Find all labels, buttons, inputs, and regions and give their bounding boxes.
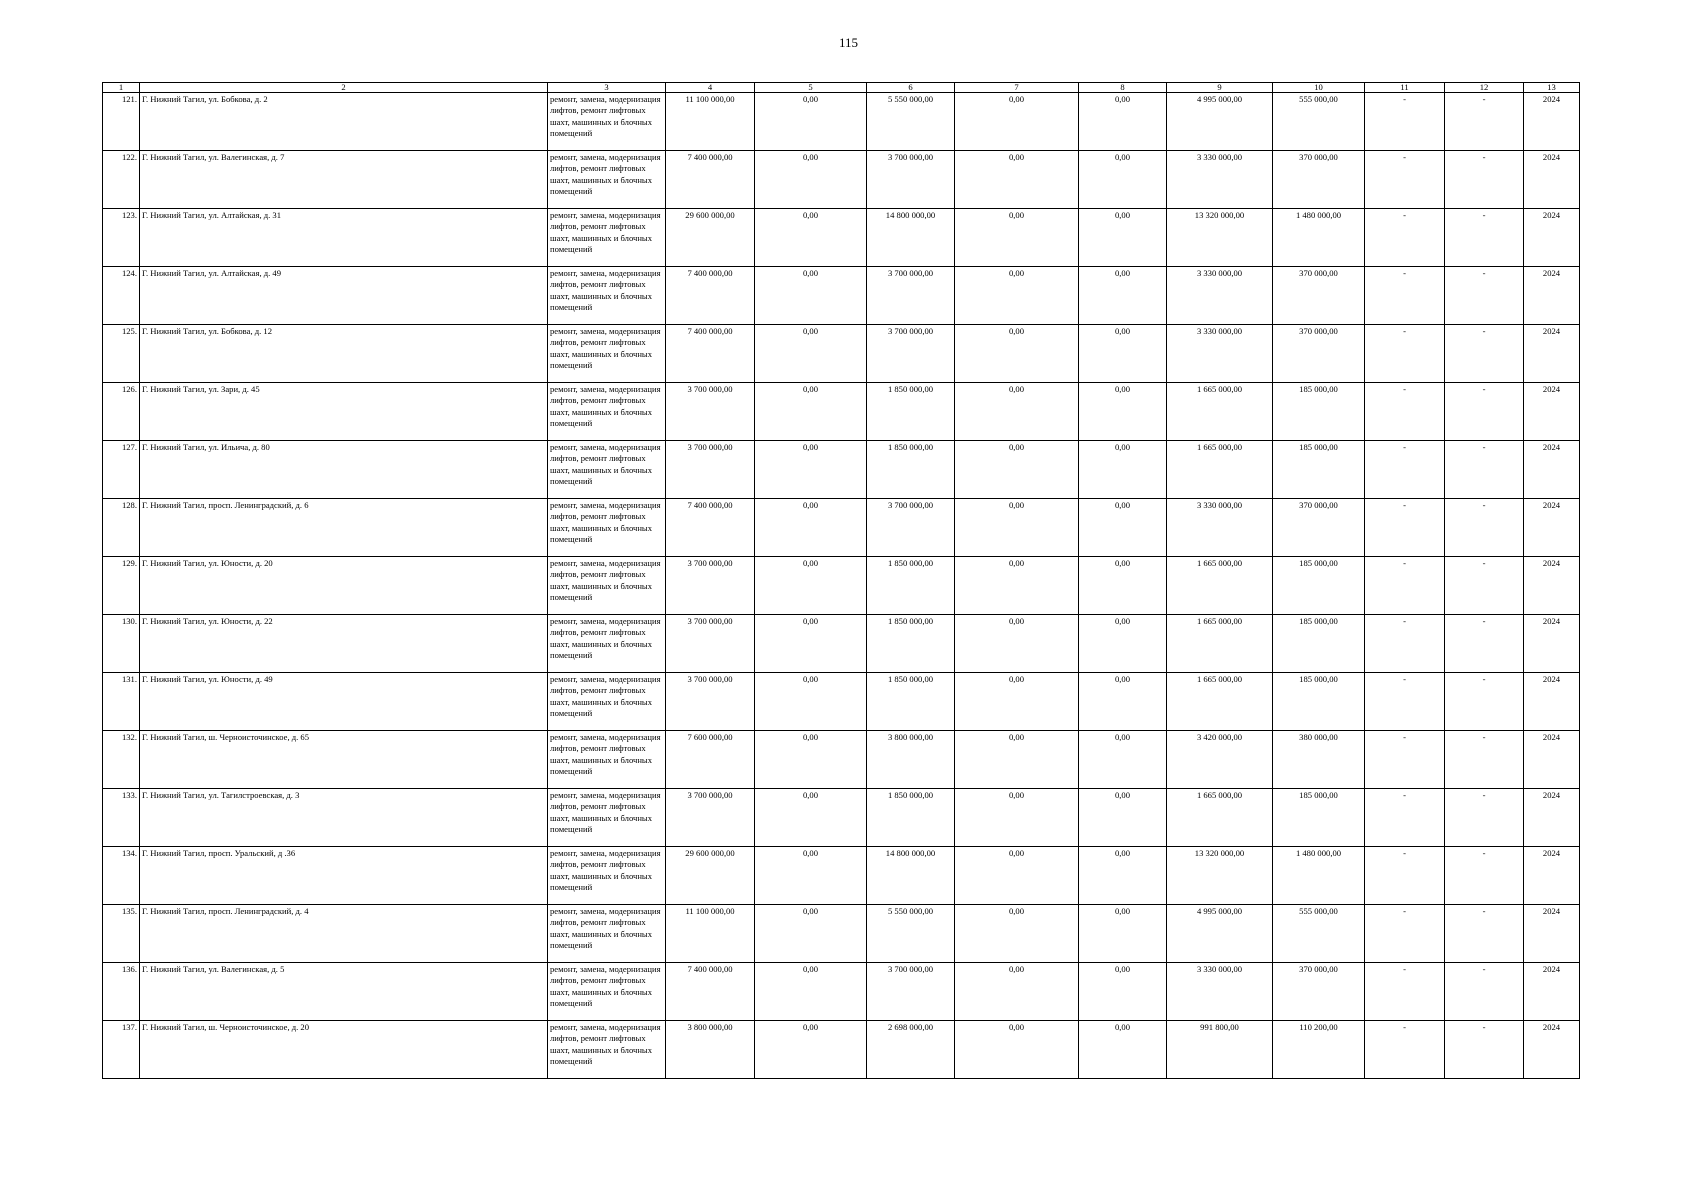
- table-row: [103, 151, 1580, 209]
- col9-cell: 1 665 000,00: [1167, 441, 1273, 499]
- col5-cell: 0,00: [755, 383, 867, 441]
- col10-cell: 110 200,00: [1273, 1021, 1365, 1079]
- col12-cell: -: [1445, 325, 1524, 383]
- col7-cell: 0,00: [955, 383, 1079, 441]
- col5-cell: 0,00: [755, 499, 867, 557]
- col5-cell: 0,00: [755, 905, 867, 963]
- year-cell: 2024: [1524, 499, 1580, 557]
- address-cell: Г. Нижний Тагил, ул. Алтайская, д. 31: [140, 209, 548, 267]
- row-number-cell: 134.: [103, 847, 140, 905]
- total-cost-cell: 7 400 000,00: [666, 325, 755, 383]
- total-cost-cell: 7 400 000,00: [666, 267, 755, 325]
- col9-cell: 4 995 000,00: [1167, 93, 1273, 151]
- col12-cell: -: [1445, 151, 1524, 209]
- col5-cell: 0,00: [755, 151, 867, 209]
- col8-cell: 0,00: [1079, 615, 1167, 673]
- col10-cell: 185 000,00: [1273, 383, 1365, 441]
- address-cell: Г. Нижний Тагил, ул. Валегинская, д. 7: [140, 151, 548, 209]
- col7-cell: 0,00: [955, 499, 1079, 557]
- col11-cell: -: [1365, 905, 1445, 963]
- col8-cell: 0,00: [1079, 325, 1167, 383]
- table-row: [103, 557, 1580, 615]
- col5-cell: 0,00: [755, 1021, 867, 1079]
- work-type-cell: ремонт, замена, модернизация лифтов, ремонт лифтовых шахт, машинных и блочных помещений: [548, 557, 666, 615]
- col12-cell: -: [1445, 847, 1524, 905]
- row-number-cell: 131.: [103, 673, 140, 731]
- year-cell: 2024: [1524, 325, 1580, 383]
- col7-cell: 0,00: [955, 93, 1079, 151]
- col5-cell: 0,00: [755, 325, 867, 383]
- col6-cell: 2 698 000,00: [867, 1021, 955, 1079]
- col8-cell: 0,00: [1079, 731, 1167, 789]
- col11-cell: -: [1365, 441, 1445, 499]
- col8-cell: 0,00: [1079, 267, 1167, 325]
- total-cost-cell: 7 400 000,00: [666, 963, 755, 1021]
- table-row: [103, 209, 1580, 267]
- row-number-cell: 133.: [103, 789, 140, 847]
- column-number-8: 8: [1079, 83, 1167, 93]
- page-number: 115: [838, 35, 859, 50]
- col11-cell: -: [1365, 557, 1445, 615]
- col6-cell: 5 550 000,00: [867, 905, 955, 963]
- work-type-cell: ремонт, замена, модернизация лифтов, ремонт лифтовых шахт, машинных и блочных помещений: [548, 93, 666, 151]
- col6-cell: 3 700 000,00: [867, 325, 955, 383]
- row-number-cell: 128.: [103, 499, 140, 557]
- total-cost-cell: 3 700 000,00: [666, 789, 755, 847]
- total-cost-cell: 3 700 000,00: [666, 441, 755, 499]
- year-cell: 2024: [1524, 905, 1580, 963]
- col8-cell: 0,00: [1079, 905, 1167, 963]
- col9-cell: 3 420 000,00: [1167, 731, 1273, 789]
- address-cell: Г. Нижний Тагил, ул. Бобкова, д. 12: [140, 325, 548, 383]
- col7-cell: 0,00: [955, 151, 1079, 209]
- work-type-cell: ремонт, замена, модернизация лифтов, ремонт лифтовых шахт, машинных и блочных помещений: [548, 905, 666, 963]
- col12-cell: -: [1445, 731, 1524, 789]
- col12-cell: -: [1445, 499, 1524, 557]
- row-number-cell: 135.: [103, 905, 140, 963]
- column-number-2: 2: [140, 83, 548, 93]
- address-cell: Г. Нижний Тагил, просп. Ленинградский, д. 4: [140, 905, 548, 963]
- col11-cell: -: [1365, 963, 1445, 1021]
- col10-cell: 185 000,00: [1273, 441, 1365, 499]
- col9-cell: 3 330 000,00: [1167, 267, 1273, 325]
- total-cost-cell: 29 600 000,00: [666, 847, 755, 905]
- year-cell: 2024: [1524, 557, 1580, 615]
- work-type-cell: ремонт, замена, модернизация лифтов, ремонт лифтовых шахт, машинных и блочных помещений: [548, 963, 666, 1021]
- col6-cell: 1 850 000,00: [867, 441, 955, 499]
- col8-cell: 0,00: [1079, 789, 1167, 847]
- col9-cell: 4 995 000,00: [1167, 905, 1273, 963]
- col10-cell: 370 000,00: [1273, 963, 1365, 1021]
- col11-cell: -: [1365, 267, 1445, 325]
- work-type-cell: ремонт, замена, модернизация лифтов, ремонт лифтовых шахт, машинных и блочных помещений: [548, 267, 666, 325]
- col9-cell: 991 800,00: [1167, 1021, 1273, 1079]
- table-row: [103, 499, 1580, 557]
- table-row: [103, 789, 1580, 847]
- column-number-10: 10: [1273, 83, 1365, 93]
- table-row: [103, 383, 1580, 441]
- col8-cell: 0,00: [1079, 673, 1167, 731]
- col10-cell: 555 000,00: [1273, 93, 1365, 151]
- col5-cell: 0,00: [755, 731, 867, 789]
- work-type-cell: ремонт, замена, модернизация лифтов, ремонт лифтовых шахт, машинных и блочных помещений: [548, 441, 666, 499]
- address-cell: Г. Нижний Тагил, ул. Юности, д. 22: [140, 615, 548, 673]
- col8-cell: 0,00: [1079, 499, 1167, 557]
- col6-cell: 3 700 000,00: [867, 151, 955, 209]
- row-number-cell: 122.: [103, 151, 140, 209]
- col9-cell: 3 330 000,00: [1167, 499, 1273, 557]
- work-type-cell: ремонт, замена, модернизация лифтов, ремонт лифтовых шахт, машинных и блочных помещений: [548, 1021, 666, 1079]
- address-cell: Г. Нижний Тагил, ш. Черноисточинское, д. 65: [140, 731, 548, 789]
- col7-cell: 0,00: [955, 557, 1079, 615]
- total-cost-cell: 3 700 000,00: [666, 615, 755, 673]
- year-cell: 2024: [1524, 267, 1580, 325]
- year-cell: 2024: [1524, 963, 1580, 1021]
- work-type-cell: ремонт, замена, модернизация лифтов, ремонт лифтовых шахт, машинных и блочных помещений: [548, 847, 666, 905]
- col6-cell: 3 700 000,00: [867, 963, 955, 1021]
- total-cost-cell: 3 700 000,00: [666, 383, 755, 441]
- column-number-4: 4: [666, 83, 755, 93]
- row-number-cell: 136.: [103, 963, 140, 1021]
- col8-cell: 0,00: [1079, 441, 1167, 499]
- work-type-cell: ремонт, замена, модернизация лифтов, ремонт лифтовых шахт, машинных и блочных помещений: [548, 325, 666, 383]
- year-cell: 2024: [1524, 789, 1580, 847]
- column-number-13: 13: [1524, 83, 1580, 93]
- table-row: [103, 847, 1580, 905]
- col9-cell: 1 665 000,00: [1167, 383, 1273, 441]
- col7-cell: 0,00: [955, 1021, 1079, 1079]
- col11-cell: -: [1365, 383, 1445, 441]
- col10-cell: 185 000,00: [1273, 615, 1365, 673]
- col11-cell: -: [1365, 209, 1445, 267]
- table-row: [103, 441, 1580, 499]
- col5-cell: 0,00: [755, 209, 867, 267]
- total-cost-cell: 3 800 000,00: [666, 1021, 755, 1079]
- year-cell: 2024: [1524, 731, 1580, 789]
- capital-repair-table: [102, 82, 1580, 1079]
- address-cell: Г. Нижний Тагил, ш. Черноисточинское, д. 20: [140, 1021, 548, 1079]
- col10-cell: 1 480 000,00: [1273, 847, 1365, 905]
- total-cost-cell: 7 400 000,00: [666, 151, 755, 209]
- col7-cell: 0,00: [955, 963, 1079, 1021]
- address-cell: Г. Нижний Тагил, ул. Бобкова, д. 2: [140, 93, 548, 151]
- col10-cell: 185 000,00: [1273, 789, 1365, 847]
- col10-cell: 370 000,00: [1273, 267, 1365, 325]
- address-cell: Г. Нижний Тагил, ул. Тагилстроевская, д. 3: [140, 789, 548, 847]
- table-row: [103, 93, 1580, 151]
- table-row: [103, 325, 1580, 383]
- col8-cell: 0,00: [1079, 1021, 1167, 1079]
- col8-cell: 0,00: [1079, 963, 1167, 1021]
- work-type-cell: ремонт, замена, модернизация лифтов, ремонт лифтовых шахт, машинных и блочных помещений: [548, 209, 666, 267]
- col7-cell: 0,00: [955, 267, 1079, 325]
- col9-cell: 13 320 000,00: [1167, 209, 1273, 267]
- col8-cell: 0,00: [1079, 383, 1167, 441]
- address-cell: Г. Нижний Тагил, просп. Ленинградский, д. 6: [140, 499, 548, 557]
- column-number-7: 7: [955, 83, 1079, 93]
- col5-cell: 0,00: [755, 789, 867, 847]
- year-cell: 2024: [1524, 1021, 1580, 1079]
- col7-cell: 0,00: [955, 441, 1079, 499]
- col7-cell: 0,00: [955, 209, 1079, 267]
- col12-cell: -: [1445, 383, 1524, 441]
- col10-cell: 185 000,00: [1273, 557, 1365, 615]
- col6-cell: 1 850 000,00: [867, 383, 955, 441]
- work-type-cell: ремонт, замена, модернизация лифтов, ремонт лифтовых шахт, машинных и блочных помещений: [548, 615, 666, 673]
- table-row: [103, 673, 1580, 731]
- col12-cell: -: [1445, 615, 1524, 673]
- table-row: [103, 615, 1580, 673]
- work-type-cell: ремонт, замена, модернизация лифтов, ремонт лифтовых шахт, машинных и блочных помещений: [548, 151, 666, 209]
- column-number-6: 6: [867, 83, 955, 93]
- work-type-cell: ремонт, замена, модернизация лифтов, ремонт лифтовых шахт, машинных и блочных помещений: [548, 383, 666, 441]
- address-cell: Г. Нижний Тагил, ул. Валегинская, д. 5: [140, 963, 548, 1021]
- col11-cell: -: [1365, 731, 1445, 789]
- col5-cell: 0,00: [755, 963, 867, 1021]
- col6-cell: 1 850 000,00: [867, 615, 955, 673]
- col11-cell: -: [1365, 615, 1445, 673]
- total-cost-cell: 11 100 000,00: [666, 905, 755, 963]
- col12-cell: -: [1445, 963, 1524, 1021]
- col12-cell: -: [1445, 789, 1524, 847]
- col5-cell: 0,00: [755, 615, 867, 673]
- column-number-row: [103, 83, 1580, 93]
- col11-cell: -: [1365, 1021, 1445, 1079]
- col12-cell: -: [1445, 1021, 1524, 1079]
- col7-cell: 0,00: [955, 673, 1079, 731]
- col9-cell: 13 320 000,00: [1167, 847, 1273, 905]
- col6-cell: 1 850 000,00: [867, 673, 955, 731]
- col12-cell: -: [1445, 441, 1524, 499]
- col8-cell: 0,00: [1079, 209, 1167, 267]
- col11-cell: -: [1365, 93, 1445, 151]
- year-cell: 2024: [1524, 383, 1580, 441]
- total-cost-cell: 3 700 000,00: [666, 673, 755, 731]
- work-type-cell: ремонт, замена, модернизация лифтов, ремонт лифтовых шахт, машинных и блочных помещений: [548, 673, 666, 731]
- address-cell: Г. Нижний Тагил, ул. Алтайская, д. 49: [140, 267, 548, 325]
- col5-cell: 0,00: [755, 673, 867, 731]
- work-type-cell: ремонт, замена, модернизация лифтов, ремонт лифтовых шахт, машинных и блочных помещений: [548, 789, 666, 847]
- col12-cell: -: [1445, 905, 1524, 963]
- column-number-9: 9: [1167, 83, 1273, 93]
- col10-cell: 555 000,00: [1273, 905, 1365, 963]
- col11-cell: -: [1365, 499, 1445, 557]
- col7-cell: 0,00: [955, 789, 1079, 847]
- col6-cell: 3 700 000,00: [867, 499, 955, 557]
- col10-cell: 370 000,00: [1273, 499, 1365, 557]
- column-number-12: 12: [1445, 83, 1524, 93]
- col12-cell: -: [1445, 673, 1524, 731]
- col11-cell: -: [1365, 151, 1445, 209]
- table-row: [103, 731, 1580, 789]
- col12-cell: -: [1445, 209, 1524, 267]
- col5-cell: 0,00: [755, 93, 867, 151]
- col6-cell: 14 800 000,00: [867, 209, 955, 267]
- year-cell: 2024: [1524, 93, 1580, 151]
- year-cell: 2024: [1524, 847, 1580, 905]
- table-row: [103, 905, 1580, 963]
- year-cell: 2024: [1524, 615, 1580, 673]
- col6-cell: 14 800 000,00: [867, 847, 955, 905]
- row-number-cell: 124.: [103, 267, 140, 325]
- column-number-5: 5: [755, 83, 867, 93]
- col6-cell: 5 550 000,00: [867, 93, 955, 151]
- col6-cell: 3 700 000,00: [867, 267, 955, 325]
- col9-cell: 1 665 000,00: [1167, 557, 1273, 615]
- col7-cell: 0,00: [955, 847, 1079, 905]
- col12-cell: -: [1445, 557, 1524, 615]
- total-cost-cell: 7 400 000,00: [666, 499, 755, 557]
- col10-cell: 380 000,00: [1273, 731, 1365, 789]
- table-row: [103, 267, 1580, 325]
- col11-cell: -: [1365, 789, 1445, 847]
- row-number-cell: 125.: [103, 325, 140, 383]
- work-type-cell: ремонт, замена, модернизация лифтов, ремонт лифтовых шахт, машинных и блочных помещений: [548, 731, 666, 789]
- col12-cell: -: [1445, 93, 1524, 151]
- column-number-3: 3: [548, 83, 666, 93]
- col10-cell: 370 000,00: [1273, 151, 1365, 209]
- year-cell: 2024: [1524, 441, 1580, 499]
- col9-cell: 3 330 000,00: [1167, 151, 1273, 209]
- col6-cell: 1 850 000,00: [867, 557, 955, 615]
- address-cell: Г. Нижний Тагил, ул. Юности, д. 49: [140, 673, 548, 731]
- col10-cell: 1 480 000,00: [1273, 209, 1365, 267]
- col11-cell: -: [1365, 673, 1445, 731]
- address-cell: Г. Нижний Тагил, ул. Зари, д. 45: [140, 383, 548, 441]
- col7-cell: 0,00: [955, 325, 1079, 383]
- row-number-cell: 130.: [103, 615, 140, 673]
- col10-cell: 370 000,00: [1273, 325, 1365, 383]
- table-row: [103, 1021, 1580, 1079]
- col7-cell: 0,00: [955, 731, 1079, 789]
- year-cell: 2024: [1524, 151, 1580, 209]
- col5-cell: 0,00: [755, 441, 867, 499]
- row-number-cell: 127.: [103, 441, 140, 499]
- col5-cell: 0,00: [755, 847, 867, 905]
- col5-cell: 0,00: [755, 557, 867, 615]
- column-number-11: 11: [1365, 83, 1445, 93]
- work-type-cell: ремонт, замена, модернизация лифтов, ремонт лифтовых шахт, машинных и блочных помещений: [548, 499, 666, 557]
- col10-cell: 185 000,00: [1273, 673, 1365, 731]
- year-cell: 2024: [1524, 673, 1580, 731]
- year-cell: 2024: [1524, 209, 1580, 267]
- col8-cell: 0,00: [1079, 93, 1167, 151]
- col8-cell: 0,00: [1079, 557, 1167, 615]
- col7-cell: 0,00: [955, 905, 1079, 963]
- col9-cell: 3 330 000,00: [1167, 963, 1273, 1021]
- row-number-cell: 129.: [103, 557, 140, 615]
- col12-cell: -: [1445, 267, 1524, 325]
- col9-cell: 1 665 000,00: [1167, 673, 1273, 731]
- table-row: [103, 963, 1580, 1021]
- row-number-cell: 123.: [103, 209, 140, 267]
- total-cost-cell: 11 100 000,00: [666, 93, 755, 151]
- col11-cell: -: [1365, 847, 1445, 905]
- col9-cell: 3 330 000,00: [1167, 325, 1273, 383]
- col8-cell: 0,00: [1079, 847, 1167, 905]
- col9-cell: 1 665 000,00: [1167, 615, 1273, 673]
- col7-cell: 0,00: [955, 615, 1079, 673]
- col5-cell: 0,00: [755, 267, 867, 325]
- col11-cell: -: [1365, 325, 1445, 383]
- total-cost-cell: 3 700 000,00: [666, 557, 755, 615]
- total-cost-cell: 7 600 000,00: [666, 731, 755, 789]
- address-cell: Г. Нижний Тагил, ул. Юности, д. 20: [140, 557, 548, 615]
- address-cell: Г. Нижний Тагил, просп. Уральский, д .36: [140, 847, 548, 905]
- address-cell: Г. Нижний Тагил, ул. Ильича, д. 80: [140, 441, 548, 499]
- row-number-cell: 126.: [103, 383, 140, 441]
- row-number-cell: 132.: [103, 731, 140, 789]
- row-number-cell: 137.: [103, 1021, 140, 1079]
- total-cost-cell: 29 600 000,00: [666, 209, 755, 267]
- column-number-1: 1: [103, 83, 140, 93]
- row-number-cell: 121.: [103, 93, 140, 151]
- col8-cell: 0,00: [1079, 151, 1167, 209]
- col6-cell: 1 850 000,00: [867, 789, 955, 847]
- col6-cell: 3 800 000,00: [867, 731, 955, 789]
- col9-cell: 1 665 000,00: [1167, 789, 1273, 847]
